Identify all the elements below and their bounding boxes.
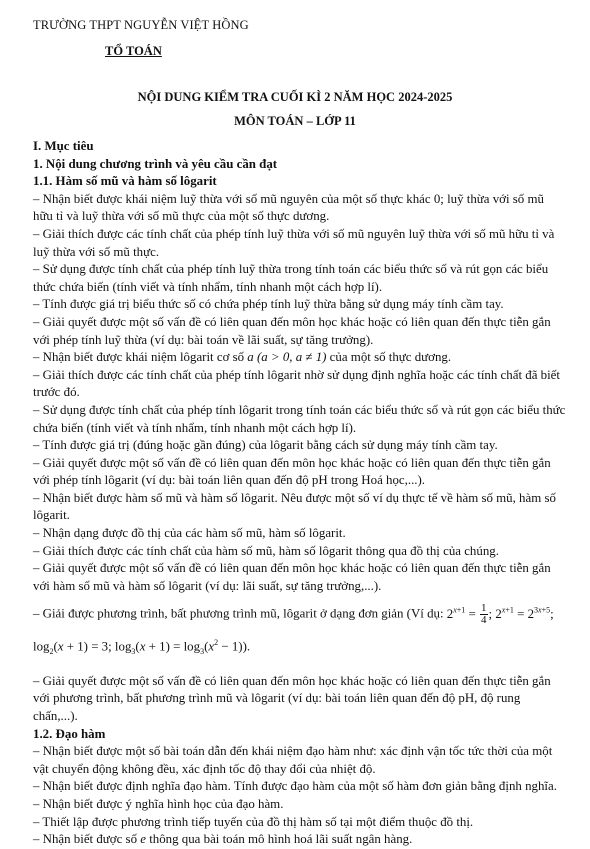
math-expression: e (140, 832, 146, 847)
list-item: – Nhận biết được một số bài toán dẫn đến khái niệm đạo hàm như: xác định vận tốc tức thời của một vật chuyển động không đều, xác định tốc độ thay đổi của nhiệt độ. (33, 744, 553, 776)
list-item: – Giải thích được các tính chất của phép tính lôgarit nhờ sử dụng định nghĩa hoặc các tính chất đã biết trước đó. (33, 367, 560, 400)
list-item (33, 349, 566, 367)
list-item-equation (33, 601, 566, 626)
math-example-1: $2^{x+1}$ = $\frac{1}{4}$ ; $2^{x+1} = 2^{3x+5}$; (446, 602, 554, 627)
document-title: NỘI DUNG KIỂM TRA CUỐI KÌ 2 NĂM HỌC 2024-2025 (137, 90, 453, 104)
list-item: – Giải quyết được một số vấn đề có liên quan đến môn học khác hoặc có liên quan đến thực tiễn gắn với hàm số mũ và hàm số lôgarit (ví dụ: lãi suất, sự tăng trưởng,...). (33, 561, 551, 593)
math-expression: a (a > 0, a ≠ 1) (247, 350, 327, 365)
list-item: – Tính được giá trị (đúng hoặc gần đúng) của lôgarit bằng cách sử dụng máy tính cầm tay. (33, 438, 498, 453)
list-item: – Tính được giá trị biểu thức số có chứa phép tính luỹ thừa bằng sử dụng máy tính cầm tay. (33, 297, 504, 312)
math-example-2: $\log_2(x + 1) = 3$; $\log_3(x + 1) = \log_3(x^2 - 1)$). (33, 638, 251, 657)
list-item-text: – Nhận biết được số (33, 832, 141, 847)
document-body (33, 138, 566, 849)
list-item: – Sử dụng được tính chất của phép tính luỹ thừa trong tính toán các biểu thức số và rút gọn các biểu thức chứa biến (tính viết và tính nhẩm, tính nhanh một cách hợp lí). (33, 262, 549, 294)
list-item: – Nhận biết được hàm số mũ và hàm số lôgarit. Nêu được một số ví dụ thực tế về hàm số mũ, hàm số lôgarit. (33, 490, 556, 523)
section-heading: I. Mục tiêu (33, 139, 94, 153)
list-item-text: – Nhận biết được khái niệm lôgarit cơ số (33, 350, 248, 365)
list-item-text: – Giải được phương trình, bất phương trình mũ, lôgarit ở dạng đơn giản (Ví dụ: (33, 606, 447, 621)
subsection-heading: 1. Nội dung chương trình và yêu cầu cần đạt (33, 156, 278, 171)
list-item: – Nhận biết được khái niệm luỹ thừa với số mũ nguyên của một số thực khác 0; luỹ thừa với số mũ hữu tỉ và luỹ thừa với số mũ thực của một số thực dương. (33, 191, 544, 224)
fraction: $\frac{1}{4}$ (481, 602, 487, 627)
list-item: – Nhận dạng được đồ thị của các hàm số mũ, hàm số lôgarit. (33, 526, 346, 541)
list-item: – Thiết lập được phương trình tiếp tuyến của đồ thị hàm số tại một điểm thuộc đồ thị. (33, 814, 474, 829)
list-item-text: thông qua bài toán mô hình hoá lãi suất ngân hàng. (145, 832, 413, 847)
school-name: TRƯỜNG THPT NGUYỄN VIỆT HỒNG (33, 18, 249, 32)
list-item: – Giải quyết được một số vấn đề có liên quan đến môn học khác hoặc có liên quan đến thực tiễn gắn với phép tính luỹ thừa (ví dụ: bài toán về lãi suất, sự tăng trưởng). (33, 314, 551, 347)
topic-heading: 1.1. Hàm số mũ và hàm số lôgarit (33, 174, 217, 189)
list-item: – Giải quyết được một số vấn đề có liên quan đến môn học khác hoặc có liên quan đến thực tiễn gắn với phương trình, bất phương trình mũ và lôgarit (ví dụ: bài toán liên quan đến độ pH, độ rung chấn,...). (33, 673, 551, 723)
list-item: – Sử dụng được tính chất của phép tính lôgarit trong tính toán các biểu thức số và rút gọn các biểu thức chứa biến (tính viết và tính nhẩm, tính nhanh một cách hợp lí). (33, 402, 566, 435)
document-subtitle: MÔN TOÁN – LỚP 11 (234, 114, 356, 128)
list-item: – Giải quyết được một số vấn đề có liên quan đến môn học khác hoặc có liên quan đến thực tiễn gắn với phép tính lôgarit (ví dụ: bài toán liên quan đến độ pH trong Hoá học,...). (33, 455, 551, 488)
list-item: – Giải thích được các tính chất của hàm số mũ, hàm số lôgarit thông qua đồ thị của chúng. (33, 543, 499, 558)
topic-heading: 1.2. Đạo hàm (33, 726, 106, 741)
list-item: – Giải thích được các tính chất của phép tính luỹ thừa với số mũ nguyên luỹ thừa với số mũ hữu tỉ và luỹ thừa với số mũ thực. (33, 226, 555, 259)
list-item-text: của một số thực dương. (326, 350, 452, 365)
department-name: TỔ TOÁN (105, 44, 162, 58)
list-item: – Nhận biết được định nghĩa đạo hàm. Tính được đạo hàm của một số hàm đơn giản bằng định nghĩa. (33, 779, 557, 794)
list-item: – Nhận biết được ý nghĩa hình học của đạo hàm. (33, 796, 284, 811)
